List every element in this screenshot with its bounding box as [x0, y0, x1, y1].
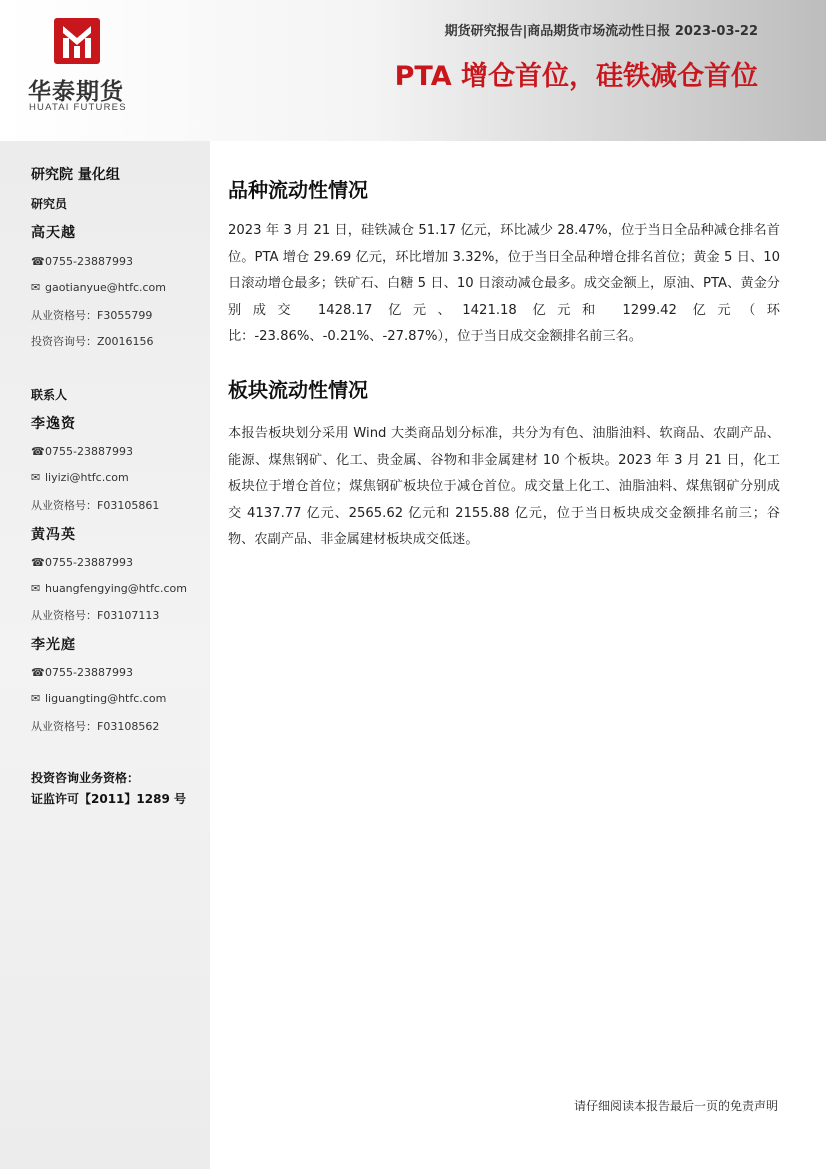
contacts-label: 联系人 — [31, 388, 68, 402]
email-address[interactable]: huangfengying@htfc.com — [45, 582, 187, 595]
contact-email — [31, 471, 129, 484]
contact-license: 从业资格号：F03107113 — [31, 609, 160, 622]
contact-name: 李光庭 — [31, 637, 76, 653]
phone-number: 0755-23887993 — [45, 556, 133, 569]
contact-phone — [31, 445, 133, 458]
contact-name: 黄冯英 — [31, 527, 76, 543]
section-title-sector: 板块流动性情况 — [228, 378, 368, 402]
huatai-logo-icon — [54, 18, 100, 64]
phone-icon: ☎ — [31, 445, 45, 458]
contact-phone — [31, 556, 133, 569]
logo-text-en: HUATAI FUTURES — [29, 102, 127, 113]
researcher-name: 高天越 — [31, 225, 76, 241]
section-title-variety: 品种流动性情况 — [228, 178, 368, 202]
department-label: 研究院 量化组 — [31, 167, 120, 183]
report-header — [0, 0, 826, 141]
email-address[interactable]: gaotianyue@htfc.com — [45, 281, 166, 294]
author-sidebar — [0, 141, 210, 1169]
researcher-advisor-no: 投资咨询号：Z0016156 — [31, 335, 154, 348]
phone-number: 0755-23887993 — [45, 255, 133, 268]
envelope-icon: ✉ — [31, 471, 41, 484]
researcher-phone — [31, 255, 133, 268]
email-address[interactable]: liyizi@htfc.com — [45, 471, 129, 484]
report-title: PTA 增仓首位，硅铁减仓首位 — [394, 61, 758, 92]
contact-email — [31, 582, 187, 595]
envelope-icon: ✉ — [31, 692, 41, 705]
contact-phone — [31, 666, 133, 679]
logo-text-cn: 华泰期货 — [28, 79, 124, 105]
contact-email — [31, 692, 166, 705]
phone-icon: ☎ — [31, 556, 45, 569]
contact-name: 李逸资 — [31, 416, 76, 432]
section-body-sector: 本报告板块划分采用 Wind 大类商品划分标准，共分为有色、油脂油料、软商品、农副产品、能源、煤焦钢矿、化工、贵金属、谷物和非金属建材 10 个板块。2023 年 3 月 21 日，化工板块位于增仓首位；煤焦钢矿板块位于减仓首位。成交量上化工、油脂油料、煤焦钢矿分别成交 4137.77 亿元、2565.62 亿元和 2155.88 亿元，位于当日板块成交金额排名前三；谷物、农副产品、非金属建材板块成交低迷。 — [228, 426, 780, 547]
disclaimer-note: 请仔细阅读本报告最后一页的免责声明 — [573, 1099, 778, 1113]
phone-number: 0755-23887993 — [45, 445, 133, 458]
qualification-title: 投资咨询业务资格： — [31, 771, 140, 785]
envelope-icon: ✉ — [31, 281, 41, 294]
report-type-date: 期货研究报告|商品期货市场流动性日报 2023-03-22 — [444, 24, 758, 39]
researcher-label: 研究员 — [31, 197, 68, 211]
researcher-email — [31, 281, 166, 294]
qualification-license: 证监许可【2011】1289 号 — [31, 792, 186, 806]
phone-icon: ☎ — [31, 255, 45, 268]
contact-license: 从业资格号：F03105861 — [31, 499, 160, 512]
section-body-variety: 2023 年 3 月 21 日，硅铁减仓 51.17 亿元，环比减少 28.47%，位于当日全品种减仓排名首位。PTA 增仓 29.69 亿元，环比增加 3.32%，位于当日全品种增仓排名首位；黄金 5 日、10 日滚动增仓最多；铁矿石、白糖 5 日、10 日滚动减仓最多。成交金额上，原油、PTA、黄金分别成交 1428.17 亿元、1421.18 亿元和 1299.42 亿元（环比：-23.86%、-0.21%、-27.87%），位于当日成交金额排名前三名。 — [228, 223, 780, 344]
researcher-license: 从业资格号：F3055799 — [31, 309, 153, 322]
email-address[interactable]: liguangting@htfc.com — [45, 692, 167, 705]
phone-icon: ☎ — [31, 666, 45, 679]
contact-license: 从业资格号：F03108562 — [31, 720, 160, 733]
phone-number: 0755-23887993 — [45, 666, 133, 679]
envelope-icon: ✉ — [31, 582, 41, 595]
